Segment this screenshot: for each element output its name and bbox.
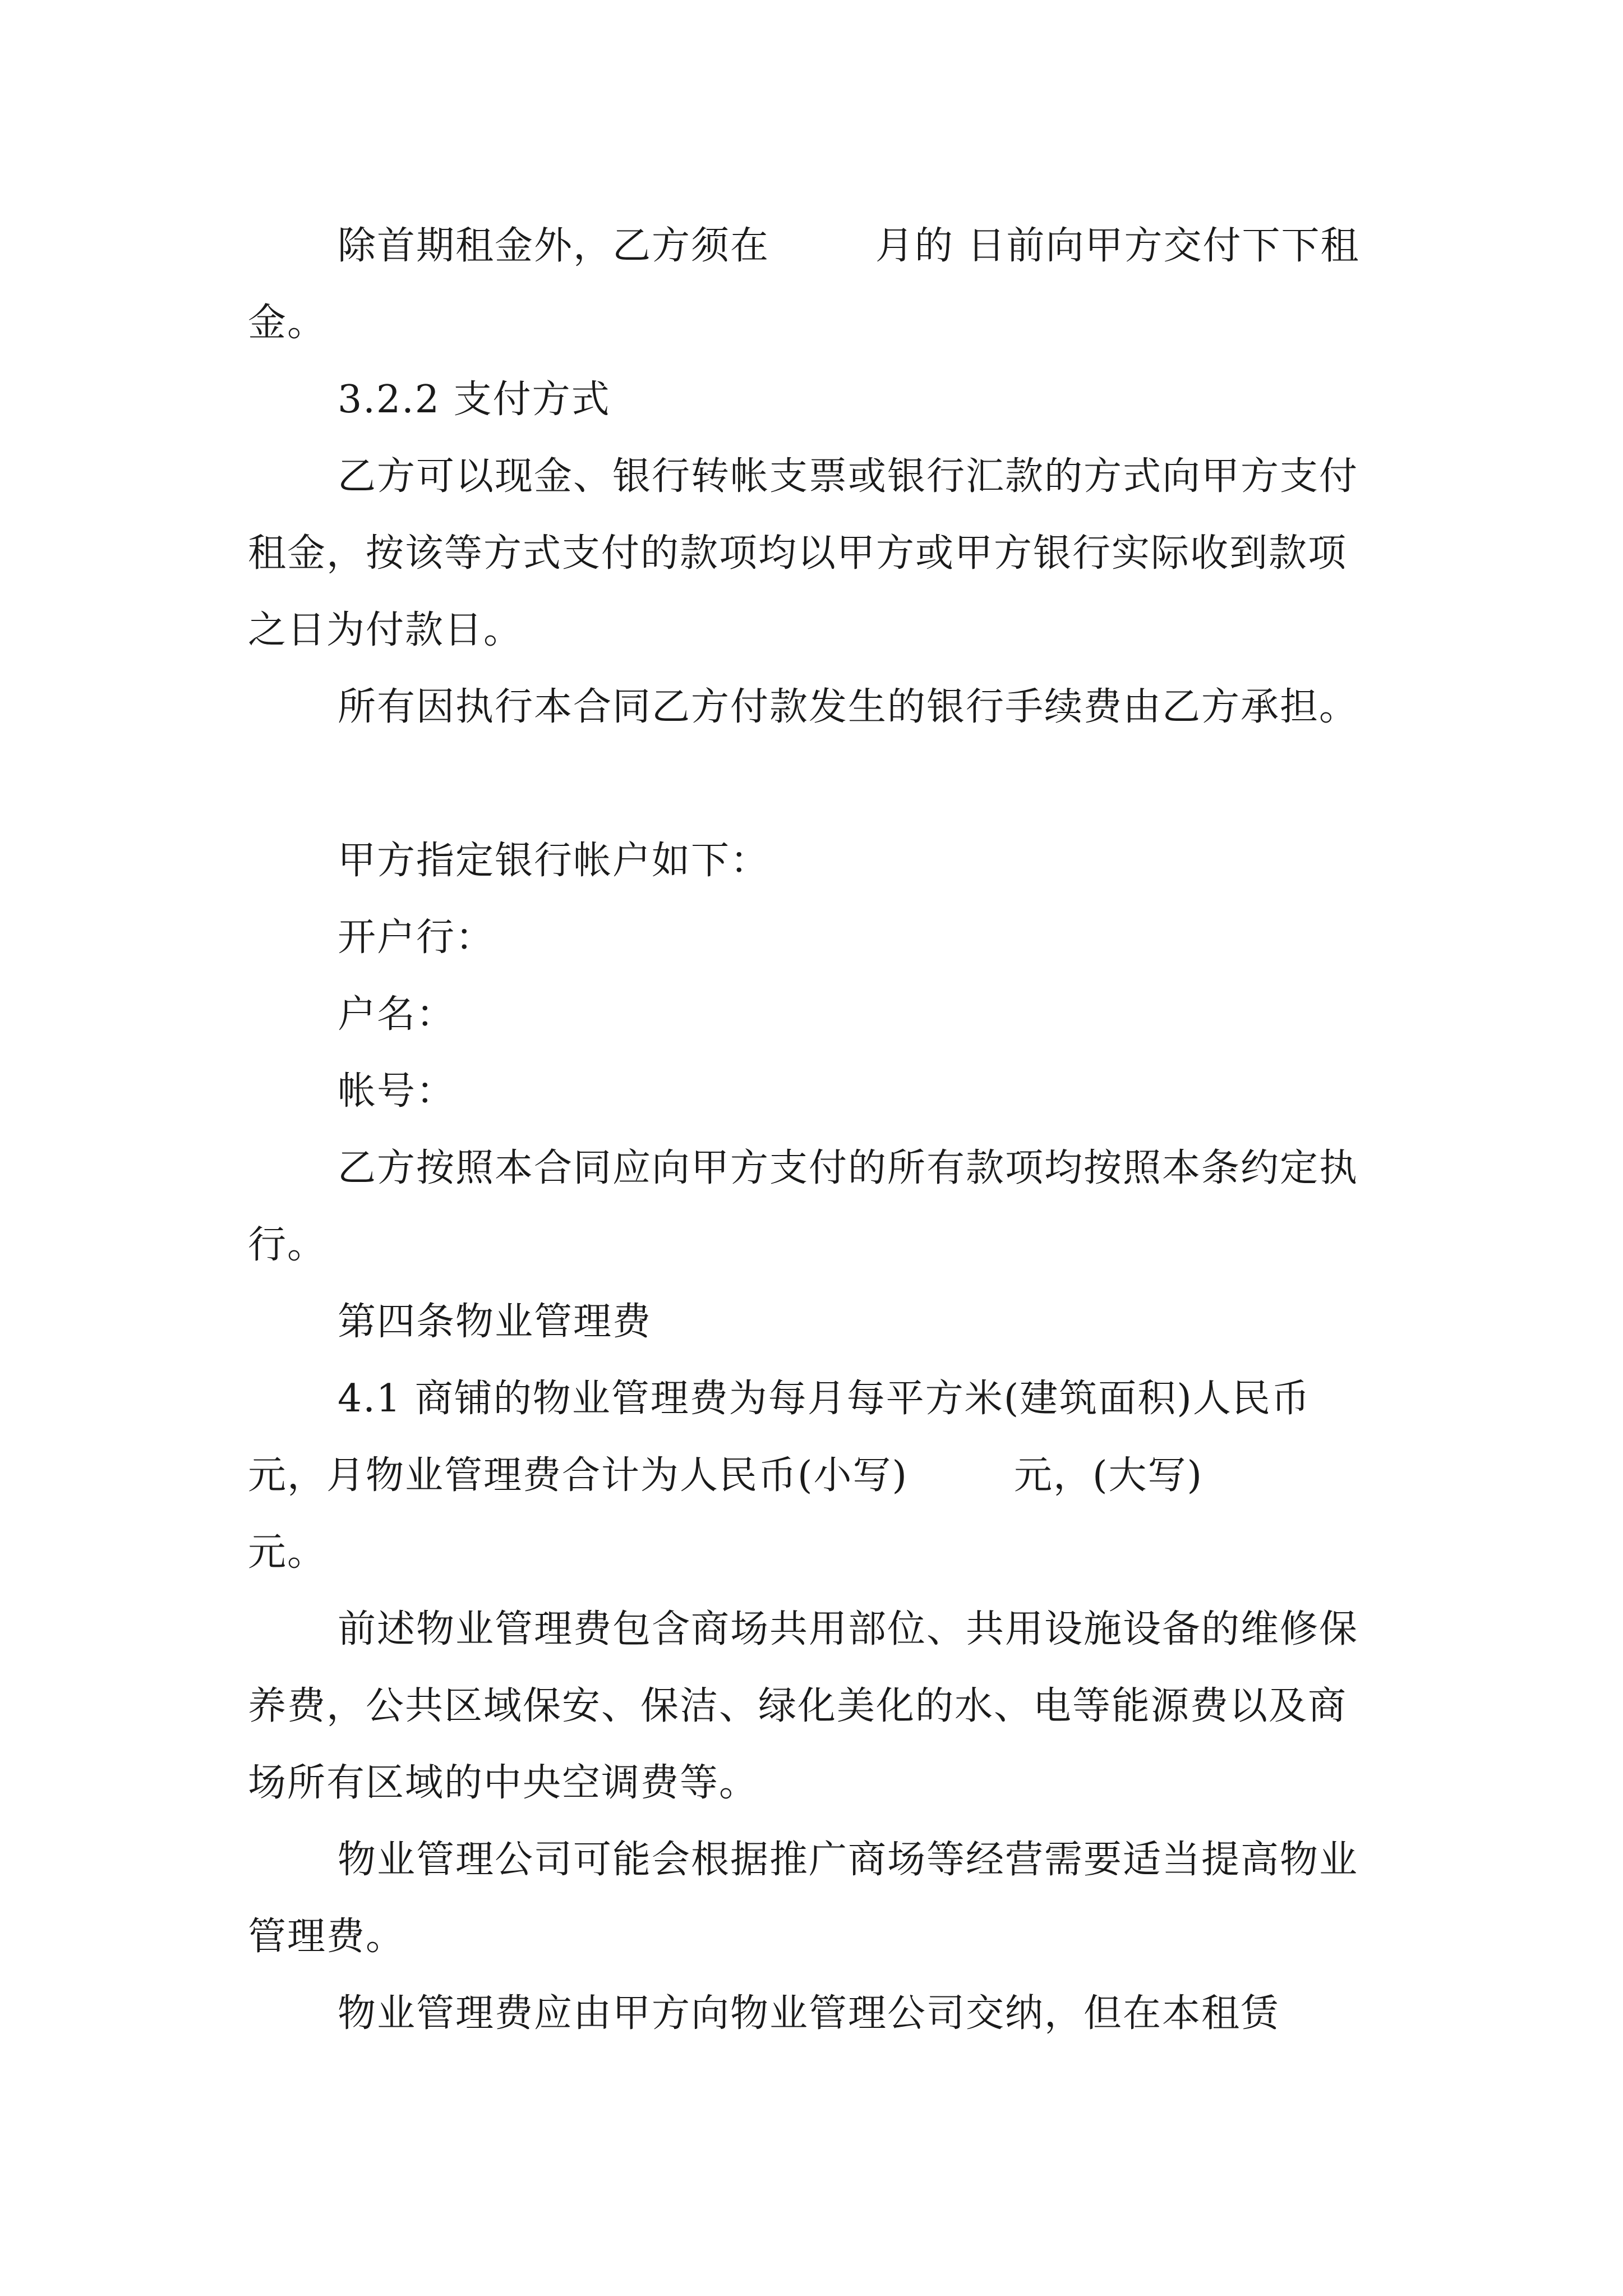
paragraph-payment-execution: 乙方按照本合同应向甲方支付的所有款项均按照本条约定执行。 [248, 1146, 1359, 1267]
paragraph-property-fee-increase: 物业管理公司可能会根据推广商场等经营需要适当提高物业管理费。 [248, 1838, 1359, 1959]
paragraph-property-fee-payer: 物业管理费应由甲方向物业管理公司交纳，但在本租赁 [338, 1991, 1280, 2036]
field-account-number: 帐号： [338, 1069, 456, 1114]
paragraph-payment-methods: 乙方可以现金、银行转帐支票或银行汇款的方式向甲方支付租金，按该等方式支付的款项均以甲方或甲方银行实际收到款项之日为付款日。 [248, 454, 1359, 652]
paragraph-bank-account-intro: 甲方指定银行帐户如下： [338, 839, 770, 883]
field-account-name: 户名： [338, 992, 456, 1037]
paragraph-bank-fees: 所有因执行本合同乙方付款发生的银行手续费由乙方承担。 [338, 685, 1359, 729]
paragraph-rent-payment-date: 除首期租金外，乙方须在 月的 日前向甲方交付下下租金。 [248, 224, 1360, 345]
field-bank-name: 开户行： [338, 915, 495, 960]
section-heading-3-2-2: 3.2.2 支付方式 [338, 378, 611, 422]
article-heading-4: 第四条物业管理费 [338, 1300, 652, 1344]
paragraph-property-fee-4-1: 4.1 商铺的物业管理费为每月每平方米(建筑面积)人民币 元，月物业管理费合计为人民币(小写) 元，(大写) 元。 [248, 1377, 1417, 1575]
paragraph-property-fee-scope: 前述物业管理费包含商场共用部位、共用设施设备的维修保养费，公共区域保安、保洁、绿化美化的水、电等能源费以及商场所有区域的中央空调费等。 [248, 1607, 1359, 1805]
